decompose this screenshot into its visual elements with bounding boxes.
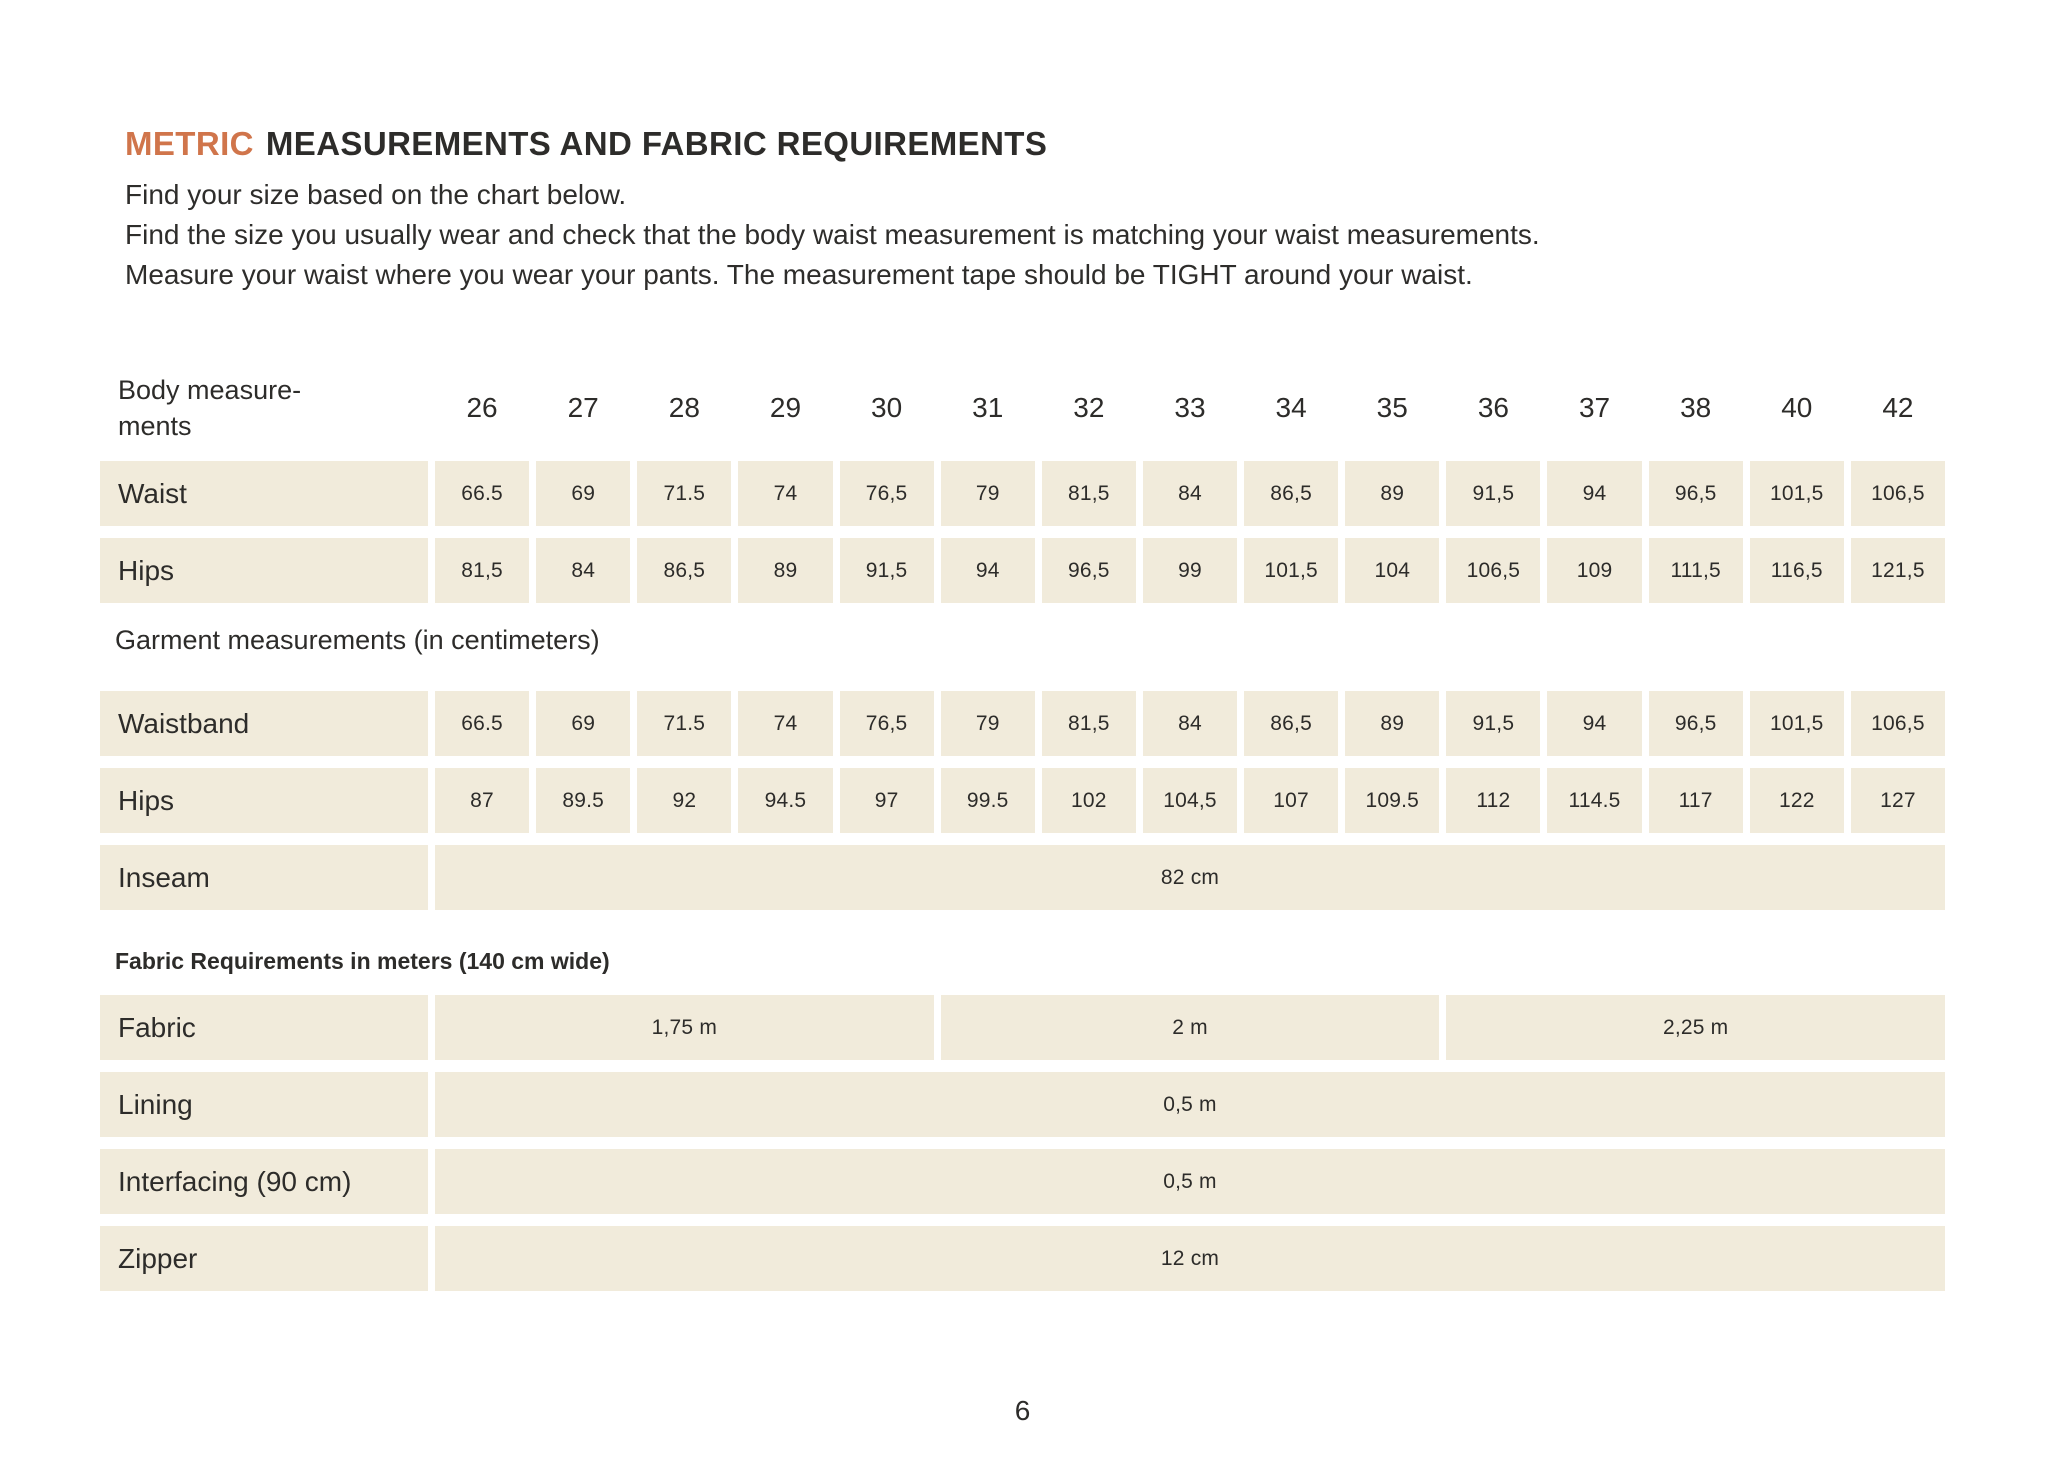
value-cell: 104,5 [1143,768,1237,833]
value-cell: 91,5 [840,538,934,603]
row-label: Waist [100,461,428,526]
value-cell: 106,5 [1851,461,1945,526]
size-column-header: 31 [972,392,1004,423]
value-cell: 79 [941,461,1035,526]
table-row [100,461,1945,526]
size-column-header: 40 [1781,392,1813,423]
table-row [100,995,1945,1060]
value-cell: 69 [536,461,630,526]
header-label-line-2: ments [118,411,192,441]
header-label [100,358,428,458]
value-cell: 69 [536,691,630,756]
page-title [125,125,1945,163]
full-span-value: 12 cm [435,1226,1945,1291]
size-column-header: 26 [466,392,498,423]
table-header-row [100,358,1945,458]
page-number: 6 [1014,1395,1031,1426]
table-row [100,768,1945,833]
size-column-header: 30 [871,392,903,423]
value-cell: 89 [1345,691,1439,756]
row-label: Zipper [100,1226,428,1291]
value-cell: 87 [435,768,529,833]
value-cell: 89 [738,538,832,603]
value-cell: 92 [637,768,731,833]
row-label: Waistband [100,691,428,756]
value-cell: 106,5 [1851,691,1945,756]
size-column-header: 34 [1275,392,1307,423]
value-cell: 91,5 [1446,461,1540,526]
value-cell: 99 [1143,538,1237,603]
value-cell: 104 [1345,538,1439,603]
value-cell: 94 [941,538,1035,603]
value-cell: 127 [1851,768,1945,833]
header-label-line-1: Body measure- [118,375,302,405]
table-row [100,538,1945,603]
fabric-segment-cell: 2 m [941,995,1440,1060]
row-label: Inseam [100,845,428,910]
section-heading-fabric: Fabric Requirements in meters (140 cm wide) [115,948,610,974]
value-cell: 81,5 [1042,691,1136,756]
value-cell: 74 [738,691,832,756]
size-column-header: 33 [1174,392,1206,423]
value-cell: 96,5 [1649,461,1743,526]
row-label: Hips [100,538,428,603]
row-label: Fabric [100,995,428,1060]
value-cell: 99.5 [941,768,1035,833]
fabric-segment-cell: 2,25 m [1446,995,1945,1060]
table-row [100,1226,1945,1291]
value-cell: 86,5 [637,538,731,603]
intro-line-3: Measure your waist where you wear your pants. The measurement tape should be TIGHT around your waist. [125,259,1473,290]
value-cell: 86,5 [1244,691,1338,756]
value-cell: 84 [1143,461,1237,526]
size-column-header: 38 [1680,392,1712,423]
full-span-value: 0,5 m [435,1149,1945,1214]
section-heading-garment: Garment measurements (in centimeters) [115,625,600,655]
value-cell: 121,5 [1851,538,1945,603]
value-cell: 116,5 [1750,538,1844,603]
value-cell: 71.5 [637,691,731,756]
table-row [100,691,1945,756]
value-cell: 91,5 [1446,691,1540,756]
size-column-header: 42 [1882,392,1914,423]
value-cell: 71.5 [637,461,731,526]
value-cell: 109.5 [1345,768,1439,833]
value-cell: 117 [1649,768,1743,833]
value-cell: 86,5 [1244,461,1338,526]
value-cell: 96,5 [1649,691,1743,756]
size-column-header: 28 [668,392,700,423]
value-cell: 94 [1547,461,1641,526]
value-cell: 107 [1244,768,1338,833]
value-cell: 101,5 [1750,461,1844,526]
value-cell: 74 [738,461,832,526]
size-column-header: 27 [567,392,599,423]
value-cell: 106,5 [1446,538,1540,603]
title-rest: MEASUREMENTS AND FABRIC REQUIREMENTS [265,125,1048,162]
size-column-header: 29 [769,392,802,423]
value-cell: 102 [1042,768,1136,833]
value-cell: 97 [840,768,934,833]
row-label: Hips [100,768,428,833]
value-cell: 81,5 [435,538,529,603]
value-cell: 112 [1446,768,1540,833]
value-cell: 96,5 [1042,538,1136,603]
row-label: Lining [100,1072,428,1137]
value-cell: 122 [1750,768,1844,833]
value-cell: 101,5 [1244,538,1338,603]
value-cell: 89 [1345,461,1439,526]
value-cell: 79 [941,691,1035,756]
full-span-value: 82 cm [435,845,1945,910]
intro-line-2: Find the size you usually wear and check that the body waist measurement is matching your waist measurements. [125,219,1540,250]
value-cell: 114.5 [1547,768,1641,833]
value-cell: 84 [536,538,630,603]
value-cell: 101,5 [1750,691,1844,756]
table-row [100,845,1945,910]
size-table [100,358,1945,1291]
value-cell: 111,5 [1649,538,1743,603]
value-cell: 66.5 [435,691,529,756]
value-cell: 94.5 [738,768,832,833]
size-column-header: 36 [1477,392,1509,423]
value-cell: 76,5 [840,461,934,526]
table-row [100,1072,1945,1137]
value-cell: 94 [1547,691,1641,756]
value-cell: 76,5 [840,691,934,756]
intro-line-1: Find your size based on the chart below. [125,179,627,210]
fabric-segment-cell: 1,75 m [435,995,934,1060]
table-row [100,1149,1945,1214]
value-cell: 84 [1143,691,1237,756]
row-label: Interfacing (90 cm) [100,1149,428,1214]
value-cell: 109 [1547,538,1641,603]
size-column-header: 35 [1376,392,1408,423]
full-span-value: 0,5 m [435,1072,1945,1137]
value-cell: 81,5 [1042,461,1136,526]
title-highlight: METRIC [125,125,254,162]
size-column-header: 37 [1578,392,1611,423]
value-cell: 89.5 [536,768,630,833]
value-cell: 66.5 [435,461,529,526]
size-column-header: 32 [1073,392,1105,423]
